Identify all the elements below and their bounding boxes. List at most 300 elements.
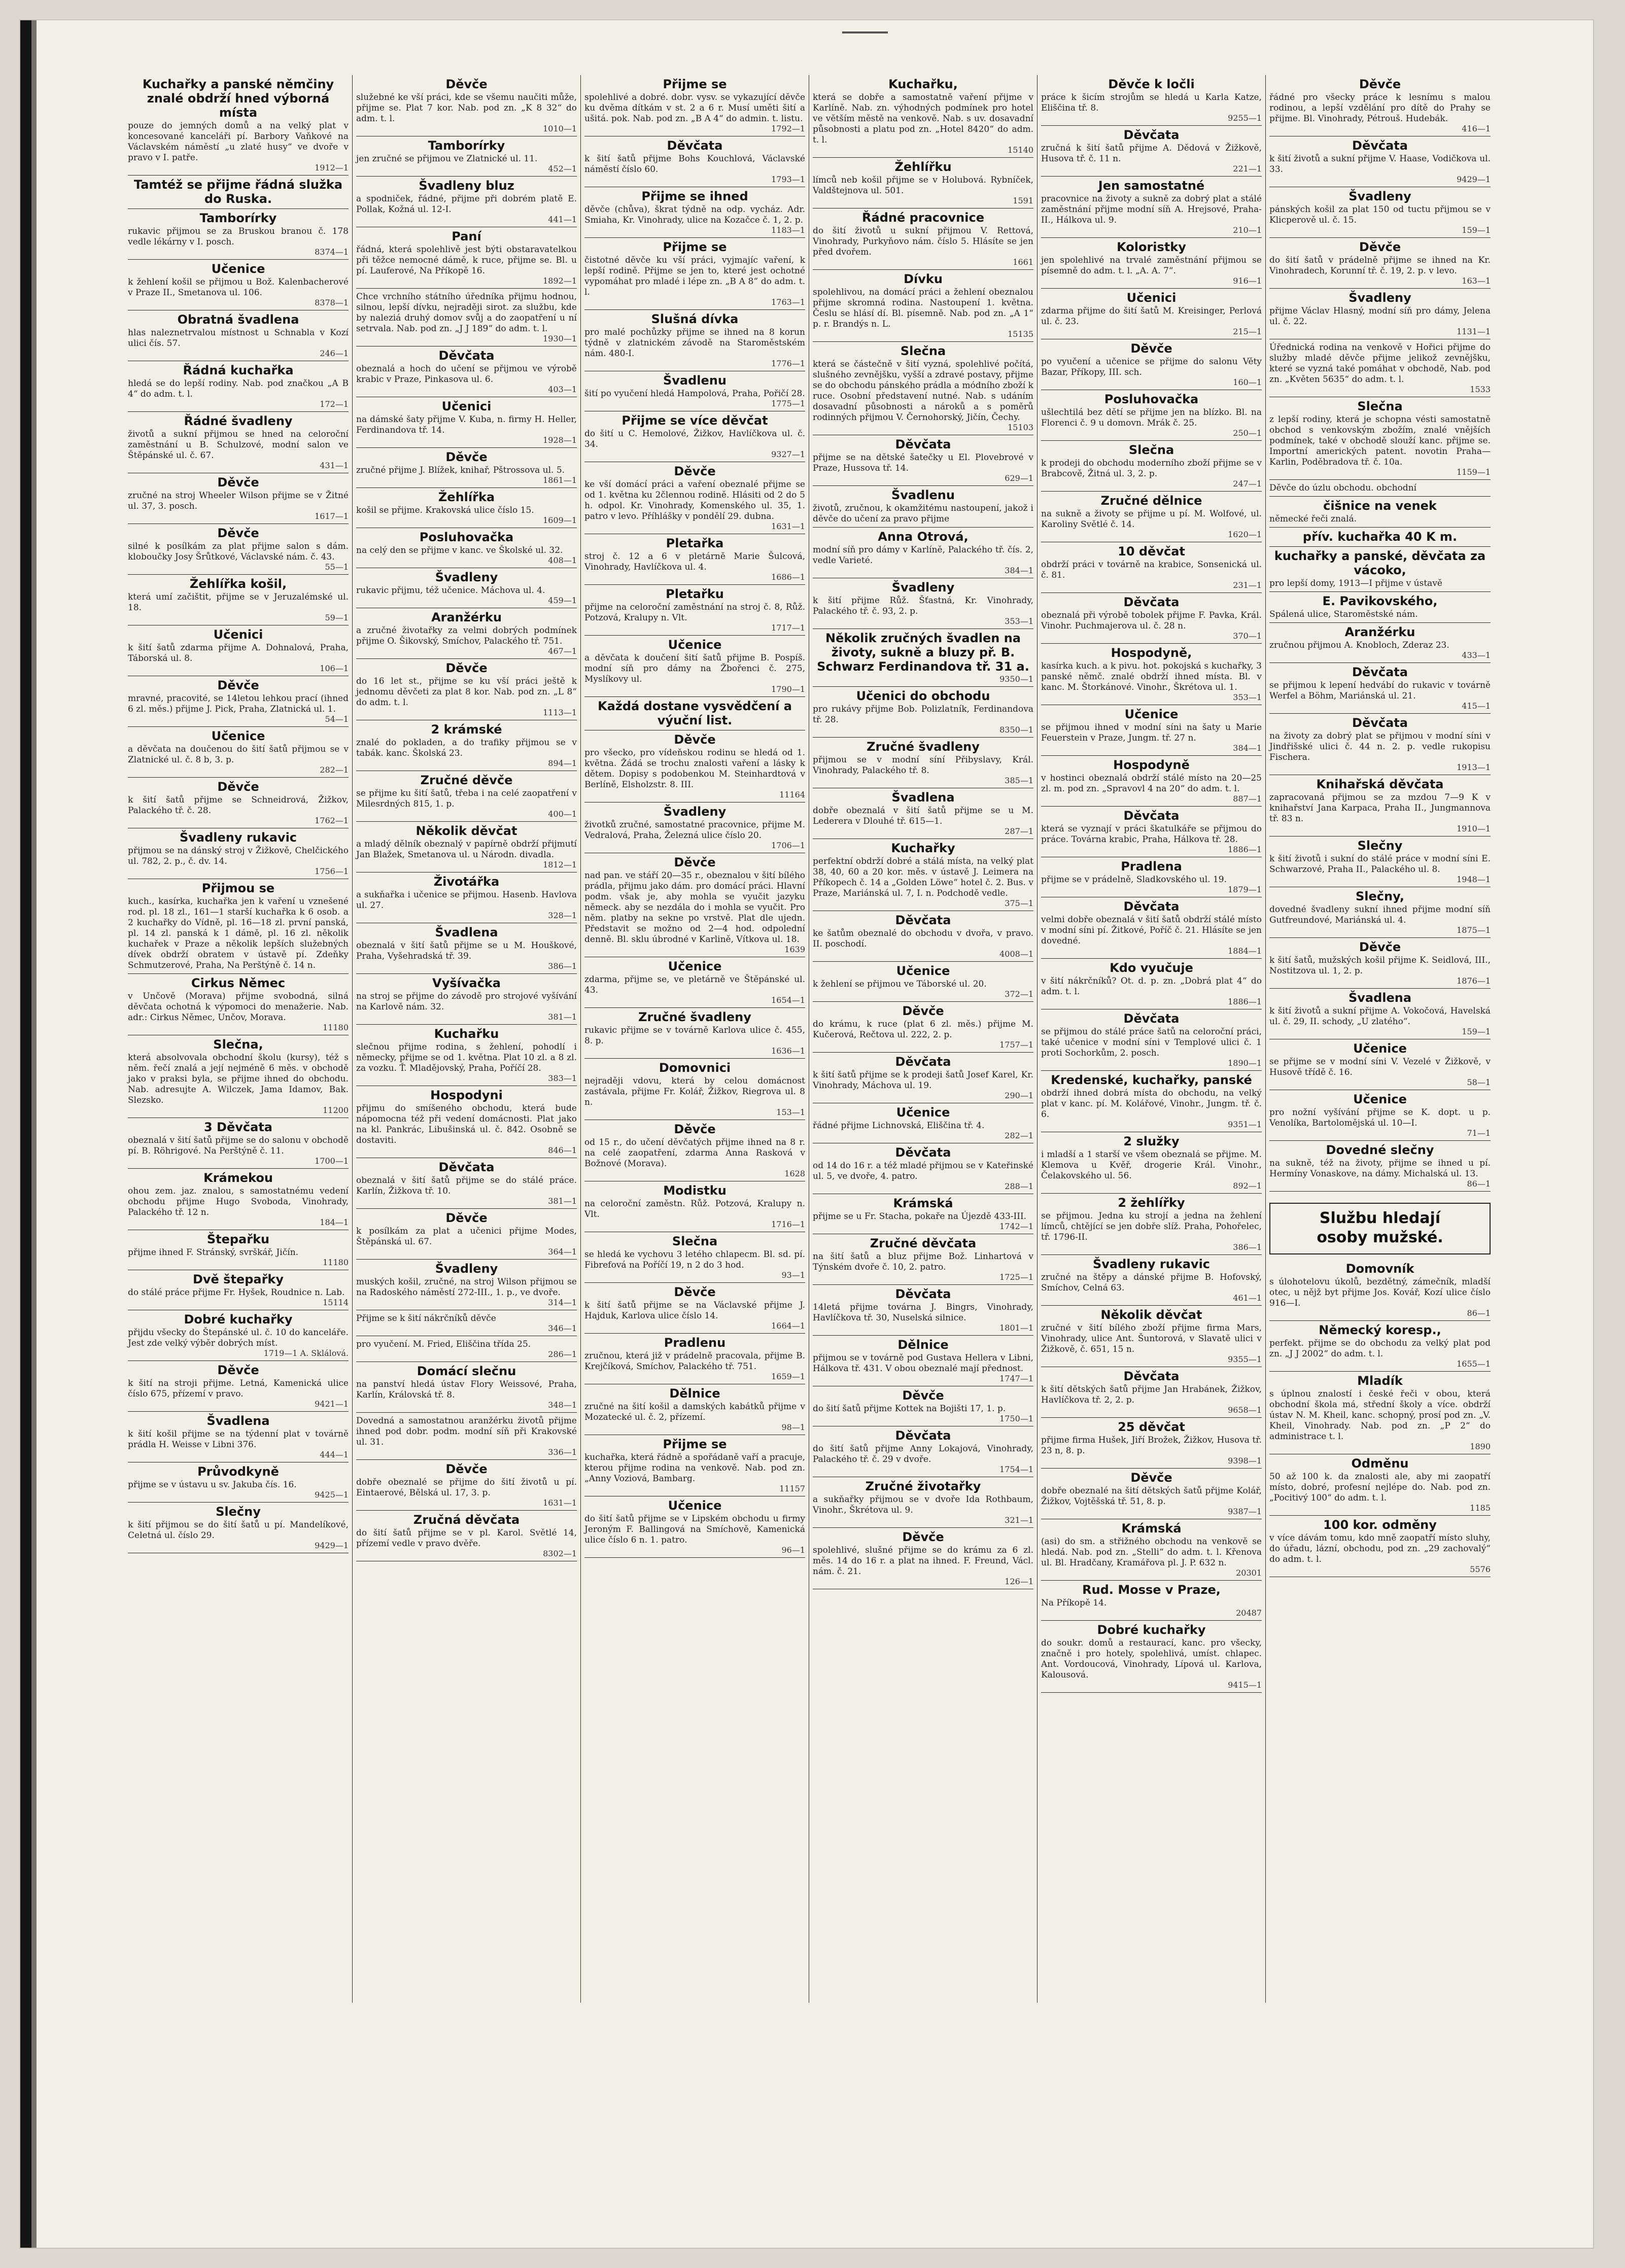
ad-body: i mladší a 1 starší ve všem obeznalá se přijme. M. Klemova u Kvěř, drogerie Král. Vinohr., Čelakovského ul. 56. — [1041, 1149, 1262, 1181]
ad-body: slečnou přijme rodina, s žehlení, pohodlí i německy, přijme se od 1. května. Plat 10 zl. a 8 zl. za vozku. Ť. Mladějovský, Praha, Poříčí 28. — [356, 1042, 577, 1073]
ad-text — [1041, 255, 1262, 286]
ad-code: 372—1 — [1005, 989, 1033, 999]
ad-heading: Učenice — [1353, 1092, 1407, 1106]
ad-text — [584, 479, 805, 531]
ad-text — [128, 592, 349, 622]
classified-ad — [1269, 775, 1491, 836]
ad-body: přijme ihned F. Stránský, svrškář, Jičín. — [128, 1247, 299, 1258]
ad-code: 1928—1 — [543, 435, 577, 445]
classified-ad — [1041, 959, 1262, 1009]
ad-body: jen zručné se přijmou ve Zlatnické ul. 11. — [356, 154, 538, 164]
classified-ad — [128, 209, 349, 260]
ad-body: obeznalá v šití šatů přijme se do stálé práce. Karlín, Žižkova tř. 10. — [356, 1175, 577, 1196]
ad-code: 1792—1 — [771, 124, 805, 133]
ad-body: k žehlení se přijmou ve Táborské ul. 20. — [813, 979, 987, 989]
ad-body: se přijmou k lepení hedvábí do rukavic v továrně Werfel a Böhm, Mariánská ul. 21. — [1269, 680, 1491, 701]
classified-ad — [1041, 1009, 1262, 1071]
ad-heading: Zručné děvče — [420, 773, 513, 787]
ad-text — [356, 991, 577, 1022]
ad-code: 452—1 — [548, 164, 577, 173]
ad-heading: Slečna, — [213, 1037, 263, 1052]
ad-heading: Učenice — [668, 638, 722, 652]
ad-text — [128, 991, 349, 1032]
ad-code: 11180 — [323, 1023, 349, 1032]
ad-heading: Žehlířku — [894, 160, 952, 174]
ad-heading: Řádné švadleny — [184, 414, 293, 428]
classified-ad — [128, 310, 349, 361]
ad-text — [128, 328, 349, 358]
ad-heading: Děvčata — [895, 1287, 951, 1301]
ad-text — [128, 795, 349, 825]
classified-ad — [813, 75, 1033, 158]
ad-text — [584, 327, 805, 368]
ad-body: zručné na štěpy a dánské přijme B. Hofovský, Smíchov, Celná 63. — [1041, 1272, 1262, 1293]
ad-text — [584, 1199, 805, 1229]
ad-text — [584, 1351, 805, 1381]
column-6 — [1266, 75, 1494, 2003]
ad-body: od 15 r., do učení děvčatých přijme ihned na 8 r. na celé zaopatření, zdarma Anna Rasková v Božnové (Morava). — [584, 1137, 805, 1169]
ad-text — [1269, 1158, 1491, 1189]
ad-text — [1041, 1537, 1262, 1578]
classified-ad — [813, 1234, 1033, 1285]
ad-text — [128, 226, 349, 257]
ad-heading: Děvčata — [1123, 128, 1180, 142]
classified-ad — [1269, 938, 1491, 989]
ad-text — [1041, 1323, 1262, 1364]
classified-ad — [1269, 1372, 1491, 1454]
ad-text — [584, 1402, 805, 1432]
binding-edge — [20, 20, 31, 2248]
ad-body: přijme na celoroční zaměstnání na stroj č. 8, Růž. Potzová, Kralupy n. Vlt. — [584, 602, 805, 623]
ad-text — [356, 738, 577, 768]
ad-heading: Řádná kuchařka — [183, 363, 294, 377]
ad-text — [1269, 1472, 1491, 1513]
ad-code: 172—1 — [320, 399, 349, 409]
ad-text — [1041, 357, 1262, 387]
ad-heading: Slečna — [900, 344, 946, 358]
ad-body: do 16 let st., přijme se ku vší práci ještě k jednomu děvčeti za plat 8 kor. Nab. pod zn. „L 8“ do adm. t. l. — [356, 676, 577, 708]
ad-heading: Švadleny bluz — [419, 179, 514, 193]
ad-text — [128, 541, 349, 572]
ad-heading: Učenici — [213, 627, 263, 642]
ad-code: 1719—1 A. Sklálová. — [263, 1348, 349, 1358]
classified-ad — [1269, 592, 1491, 623]
ad-body: spolehlivé a dobré. dobr. vysv. se vykazující děvče ku dvěma dítkám v st. 2 a 6 r. Musí uměti šití a ušitá. pok. Nab. pod zn. „B A 4“ do admin. t. listu. — [584, 92, 805, 124]
ad-code: 353—1 — [1005, 616, 1033, 626]
ad-code: 1930—1 — [543, 334, 577, 343]
ad-code: 1892—1 — [543, 276, 577, 286]
ad-text — [813, 596, 1033, 626]
section-heading-line: Službu hledají — [1319, 1209, 1441, 1227]
ad-heading: Švadlena — [435, 925, 498, 939]
ad-body: zručnou přijmou A. Knobloch, Zderaz 23. — [1269, 640, 1449, 650]
ad-code: 408—1 — [548, 555, 577, 565]
ad-text — [356, 292, 577, 343]
classified-ad — [128, 1118, 349, 1169]
ad-text — [813, 704, 1033, 735]
classified-ad — [813, 629, 1033, 687]
ad-body: se přijme se v modní síni V. Vezelé v Žižkově, v Husově třídě č. 16. — [1269, 1057, 1491, 1077]
ad-text — [1269, 904, 1491, 935]
ad-text — [1041, 1435, 1262, 1466]
ad-body: spolehlivé, slušné přijme se do krámu za 6 zl. měs. 14 do 16 r. a plat na ihned. F. Freund, Václ. nám. č. 21. — [813, 1545, 1033, 1577]
classified-ad — [1041, 1469, 1262, 1519]
ad-body: do soukr. domů a restaurací, kanc. pro všecky, značně i pro hotely, spolehlivá, umíst. chlapec. Ant. Vordoucová, Vinohrady, Lípová ul. Karlova, Kalousová. — [1041, 1638, 1262, 1680]
ad-code: 159—1 — [1462, 1027, 1491, 1036]
ad-text — [356, 890, 577, 920]
ad-code: 384—1 — [1005, 566, 1033, 575]
classified-ad — [1269, 989, 1491, 1039]
ad-code: 1686—1 — [771, 572, 805, 582]
ad-body: do šití u C. Hemolové, Žižkov, Havlíčkova ul. č. 34. — [584, 429, 805, 449]
ad-code: 375—1 — [1005, 898, 1033, 908]
ad-code: 1185 — [1470, 1503, 1491, 1513]
ad-body: muských košil, zručné, na stroj Wilson přijmou se na Radoského náměstí 272-III., 1. p., ve dvoře. — [356, 1277, 577, 1298]
ad-heading: Učenice — [668, 959, 722, 973]
ad-body: zručné přijme J. Blížek, knihař, Pštrossova ul. 5. — [356, 465, 565, 475]
classified-ad — [128, 676, 349, 727]
ad-text — [356, 676, 577, 717]
ad-text — [1269, 514, 1491, 525]
ad-heading: Učenice — [211, 262, 265, 276]
classified-ad — [813, 1053, 1033, 1103]
ad-body: ke vší domácí práci a vaření obeznalé přijme se od 1. května ku 2člennou rodině. Hlásiti od 2 do 5 h. odpol. Kr. Vinohrady, Komenského ul. 35, 1. patro v levo. Příhlášky v pondělí 29. dubna. — [584, 479, 805, 521]
ad-text — [584, 748, 805, 799]
ad-heading: Švadleny — [435, 1262, 498, 1276]
ad-body: do šití šatů přijme se v Lipském obchodu u firmy Jeroným F. Ballingová na Smíchově, Kamenická ulice číslo 6 n. 1. patro. — [584, 1514, 805, 1545]
ad-text — [813, 503, 1033, 525]
ad-heading: Švadlenu — [891, 488, 955, 502]
classified-columns — [124, 75, 1494, 2003]
classified-ad — [128, 260, 349, 310]
ad-heading: Hospodyně, — [1111, 646, 1192, 660]
section-heading-line: osoby mužské. — [1317, 1229, 1443, 1246]
column-1 — [124, 75, 353, 2003]
classified-ad — [356, 1158, 577, 1209]
classified-ad — [356, 448, 577, 488]
ad-body: pracovnice na životy a sukně za dobrý plat a stálé zaměstnání přijme modní síň A. Hrejsové, Praha-II., Hálkova ul. 9. — [1041, 194, 1262, 225]
classified-ad — [584, 1181, 805, 1232]
ad-body: jen spolehlivé na trvalé zaměstnání přijmou se písemně do adm. t. l. „A. A. 7“. — [1041, 255, 1262, 276]
classified-ad — [1041, 542, 1262, 593]
classified-ad — [1041, 593, 1262, 644]
classified-ad — [1041, 1581, 1262, 1621]
ad-heading: Učenici — [1126, 291, 1177, 305]
ad-body: čistotné děvče ku vší práci, vyjmajíc vaření, k lepší rodině. Přijme se jen to, které jest ochotné vypomáhat pro mladé i lépe zn. „B A 8“ do adm. t. l. — [584, 255, 805, 297]
ad-code: 1886—1 — [1228, 845, 1262, 854]
ad-code: 846—1 — [548, 1145, 577, 1155]
ad-code: 383—1 — [548, 1073, 577, 1083]
ad-code: 384—1 — [1233, 743, 1262, 753]
ad-body: ohou zem. jaz. znalou, s samostatnému vedení obchodu přijme Hugo Svoboda, Vinohrady, Palackého tř. 12 n. — [128, 1186, 349, 1217]
ad-body: dobře obeznalé se přijme do šití životů u pí. Eintaerové, Bělská ul. 17, 3. p. — [356, 1477, 577, 1498]
ad-code: 1886—1 — [1228, 997, 1262, 1006]
ad-text — [813, 1494, 1033, 1525]
ad-heading: Aranžérku — [1344, 625, 1415, 639]
ad-heading: Zručné děvčata — [870, 1236, 977, 1250]
ad-text — [813, 1444, 1033, 1474]
classified-ad — [813, 1426, 1033, 1477]
ad-code: 1775—1 — [771, 399, 805, 408]
ad-heading: Přijmou se — [201, 881, 275, 895]
ad-text — [584, 602, 805, 633]
ad-code: 246—1 — [320, 348, 349, 358]
ad-body: hlas naleznetrvalou místnost u Schnabla v Kozí ulici čís. 57. — [128, 328, 349, 348]
ad-text — [356, 839, 577, 869]
ad-heading: Slečna — [1128, 443, 1174, 457]
ad-text — [1041, 1027, 1262, 1068]
ad-body: přijme firma Hušek, Jiří Brožek, Žižkov, Husova tř. 23 n, 8. p. — [1041, 1435, 1262, 1456]
ad-text — [128, 491, 349, 521]
ad-body: k šití přijme Růž. Šťastná, Kr. Vinohrady, Palackého tř. č. 93, 2. p. — [813, 596, 1033, 616]
ad-code: 98—1 — [781, 1422, 805, 1432]
classified-ad — [128, 524, 349, 575]
classified-ad — [584, 1120, 805, 1181]
classified-ad — [128, 1310, 349, 1361]
ad-text — [356, 788, 577, 819]
classified-ad — [1269, 1454, 1491, 1516]
ad-text — [1041, 915, 1262, 956]
ad-code: 9350—1 — [999, 674, 1033, 684]
ad-heading: Jen samostatné — [1098, 179, 1205, 193]
classified-ad — [813, 1194, 1033, 1234]
ad-heading: Tamborírky — [428, 138, 505, 153]
ad-body: do krámu, k ruce (plat 6 zl. měs.) přijme M. Kučerová, Rečtova ul. 222, 2. p. — [813, 1019, 1033, 1040]
classified-ad — [813, 578, 1033, 629]
ad-body: a zručné životařky za velmi dobrých podmínek přijme O. Šikovský, Smíchov, Palackého tř. 751. — [356, 625, 577, 646]
ad-heading: Děvče — [217, 1363, 259, 1377]
classified-ad — [1269, 75, 1491, 136]
ad-code: 1010—1 — [543, 124, 577, 133]
ad-code: 86—1 — [1467, 1179, 1491, 1189]
ad-heading: Přijme se — [663, 1437, 727, 1451]
ad-heading: Mladík — [1357, 1374, 1403, 1388]
ad-text — [1041, 560, 1262, 590]
ad-heading: Modistku — [663, 1183, 727, 1198]
ad-body: zručné na šití košil a damských kabátků přijme v Mozatecké ul. č. 2, přízemí. — [584, 1402, 805, 1422]
classified-ad — [356, 1362, 577, 1413]
ad-code: 1763—1 — [771, 297, 805, 307]
ad-text — [584, 92, 805, 133]
ad-heading: Každá dostane vysvědčení a výuční list. — [598, 699, 792, 727]
ad-code: 282—1 — [320, 765, 349, 775]
ad-body: přijme se na dětské šatečky u El. Plovebrové v Praze, Hussova tř. 14. — [813, 452, 1033, 473]
ad-body: kuch., kasírka, kuchařka jen k vaření u vznešené rod. pl. 18 zl., 161—1 starší kuchařka k 6 osob. a 2 kuchařky do Vídně, pl. 16—18 zl. první panská, pl. 14 zl. panská k 1 dámě, pl. 16 zl. několik kuchařek v Praze a několik lepších služebných dívek obdrží obratem v ústavě pí. Zdeňky Schmutzerové, Praha, Na Perštýně č. 14 n. — [128, 896, 349, 970]
ad-code: 55—1 — [325, 562, 349, 572]
ad-code: 1890—1 — [1228, 1058, 1262, 1068]
column-2 — [353, 75, 581, 2003]
ad-text — [356, 940, 577, 971]
ad-heading: Hospodyni — [430, 1088, 503, 1102]
ad-code: 1757—1 — [999, 1040, 1033, 1050]
ad-text — [356, 1042, 577, 1083]
ad-heading: Přijme se — [663, 240, 727, 254]
ad-code: 461—1 — [1233, 1293, 1262, 1303]
ad-heading: Děvčata — [1352, 665, 1408, 679]
ad-text — [356, 1175, 577, 1206]
classified-ad — [356, 289, 577, 346]
ad-code: 11200 — [323, 1105, 349, 1115]
classified-ad — [128, 1230, 349, 1270]
ad-text — [356, 1477, 577, 1508]
ad-heading: Děvče — [1359, 940, 1401, 954]
ad-text — [584, 551, 805, 582]
classified-ad — [584, 636, 805, 697]
ad-text — [813, 226, 1033, 267]
ad-text — [584, 1452, 805, 1493]
classified-ad — [356, 1413, 577, 1460]
classified-ad — [356, 1511, 577, 1561]
ad-heading: Aranžérku — [431, 610, 502, 624]
ad-body: pro vyučení. M. Fried, Eliščina třída 25. — [356, 1339, 531, 1349]
ad-body: a spodniček, řádné, přijme při dobrém platě E. Pollak, Kožná ul. 12-I. — [356, 194, 577, 215]
ad-text — [584, 1514, 805, 1555]
ad-text — [813, 359, 1033, 432]
ad-heading: kuchařky a panské, děvčata za vácoko, — [1274, 549, 1486, 577]
ad-text — [813, 1545, 1033, 1586]
ad-heading: Děvče k ločli — [1108, 77, 1195, 91]
ad-heading: Švadleny — [663, 805, 727, 819]
ad-body: obdrží ihned dobrá místa do obchodu, na velký plat v kanc. pí. M. Kolářové, Vinohr., Jungm. tř. č. 6. — [1041, 1088, 1262, 1120]
ad-body: a sukňařka i učenice se přijmou. Hasenb. Havlova ul. 27. — [356, 890, 577, 911]
classified-ad — [128, 575, 349, 625]
ad-heading: Zručné dělnice — [1100, 494, 1202, 508]
classified-ad — [1269, 1039, 1491, 1090]
ad-heading: Průvodkyně — [197, 1464, 279, 1479]
classified-ad — [1269, 238, 1491, 289]
ad-heading: Děvče — [1130, 341, 1172, 356]
ad-body: s úplnou znalostí i české řeči v obou, která obchodní škola má, střední školy a více. obdrží ústav N. M. Kheil, kanc. schopný, prosí pod zn. „V. Kheil, Vinohrady. Nab. pod zn. „P 2“ do administrace t. l. — [1269, 1389, 1491, 1442]
ad-text — [1269, 955, 1491, 986]
classified-ad — [356, 873, 577, 923]
classified-ad — [813, 1103, 1033, 1143]
ad-heading: Přijme se více děvčat — [621, 413, 768, 428]
ad-text — [584, 255, 805, 307]
ad-text — [813, 1251, 1033, 1282]
ad-text — [1041, 143, 1262, 173]
ad-code: 71—1 — [1467, 1128, 1491, 1138]
ad-heading: Zručné švadleny — [867, 740, 980, 754]
ad-code: 416—1 — [1462, 124, 1491, 133]
ad-text — [1269, 680, 1491, 711]
ad-heading: Žehlířka — [438, 490, 495, 504]
ad-text — [1269, 1006, 1491, 1036]
classified-ad — [584, 730, 805, 802]
ad-body: stroj č. 12 a 6 v pletárně Marie Šulcová, Vinohrady, Havlíčkova ul. 4. — [584, 551, 805, 572]
ad-code: 282—1 — [1005, 1131, 1033, 1140]
ad-text — [813, 755, 1033, 785]
ad-text — [813, 1211, 1033, 1231]
ad-body: se přijmou do stálé práce šatů na celoroční práci, také učenice v modní síni v Templové ulici č. 1 proti Sochorkům, 2. posch. — [1041, 1027, 1262, 1058]
ad-heading: přív. kuchařka 40 K m. — [1302, 530, 1458, 544]
ad-heading: Děvčata — [895, 913, 951, 927]
ad-code: 1754—1 — [999, 1464, 1033, 1474]
classified-ad — [356, 397, 577, 448]
ad-code: 210—1 — [1233, 225, 1262, 235]
ad-text — [1269, 414, 1491, 477]
ad-body: se hledá ke vychovu 3 letého chlapecm. Bl. sd. pí. Fibrefová na Poříčí 19, n 2 do 3 hod. — [584, 1249, 805, 1270]
ad-code: 8302—1 — [543, 1549, 577, 1558]
ad-text — [356, 1416, 577, 1457]
ad-code: 1742—1 — [999, 1222, 1033, 1231]
ad-text — [813, 1404, 1033, 1423]
ad-code: 8350—1 — [999, 725, 1033, 735]
ad-code: 1659—1 — [771, 1372, 805, 1381]
ad-code: 1159—1 — [1457, 467, 1491, 477]
ad-text — [1041, 875, 1262, 894]
ad-heading: Děvče — [445, 1462, 488, 1476]
ad-code: 1910—1 — [1457, 824, 1491, 833]
ad-body: zručná k šití šatů přijme A. Dědová v Žižkově, Husova tř. č. 11 n. — [1041, 143, 1262, 164]
classified-ad — [128, 879, 349, 974]
ad-heading: Knihařská děvčata — [1316, 777, 1444, 791]
ad-body: k šití na stroji přijme. Letná, Kamenická ulice číslo 675, přízemí v pravo. — [128, 1378, 349, 1399]
ad-body: Úřednická rodina na venkově v Hořici přijme do služby mladé děvče přijme jelikož zevnějšku, které se vyzná také pomáhat v obchodě, Nab. pod zn. „Květen 5635“ do adm. t. l. — [1269, 342, 1491, 385]
ad-code: 1183—1 — [771, 225, 805, 235]
ad-code: 441—1 — [548, 215, 577, 224]
ad-code: 288—1 — [1005, 1181, 1033, 1191]
ad-heading: Slečna — [672, 1234, 718, 1248]
ad-body: k šití šatů přijme se na Václavské přijme J. Hajduk, Karlova ulice číslo 14. — [584, 1300, 805, 1321]
ad-body: na celoroční zaměstn. Růž. Potzová, Kralupy n. Vlt. — [584, 1199, 805, 1219]
ad-heading: čišnice na venek — [1323, 499, 1437, 513]
ad-body: ušlechtilá bez dětí se přijme jen na blízko. Bl. na Florenci č. 9 u domovn. Mrák č. 25. — [1041, 407, 1262, 428]
ad-heading: Slečny — [216, 1505, 261, 1519]
ad-heading: Kuchařky — [891, 841, 955, 855]
ad-code: 403—1 — [548, 385, 577, 394]
ad-code: 1591 — [1013, 196, 1033, 205]
classified-ad — [813, 435, 1033, 486]
ad-body: 50 až 100 k. da znalosti ale, aby mi zaopatří místo, dobré, profesní nejlépe do. Nab. pod zn. „Pocitivý 100“ do adm. t. l. — [1269, 1472, 1491, 1503]
ad-text — [1041, 722, 1262, 753]
ad-text — [813, 175, 1033, 205]
ad-body: ke šatům obeznalé do obchodu v dvořa, v pravo. II. poschodí. — [813, 928, 1033, 949]
ad-heading: Děvče — [902, 1530, 944, 1544]
ad-text — [356, 1528, 577, 1558]
ad-code: 9421—1 — [315, 1399, 349, 1409]
ad-code: 1664—1 — [771, 1321, 805, 1331]
ad-code: 9415—1 — [1228, 1680, 1262, 1690]
ad-heading: E. Pavikovského, — [1322, 594, 1438, 608]
ad-code: 126—1 — [1005, 1577, 1033, 1586]
classified-ad — [1041, 1132, 1262, 1194]
ad-body: do šití šatů přijme Kottek na Bojišti 17, 1. p. — [813, 1404, 1006, 1414]
ad-text — [356, 1277, 577, 1307]
ad-code: 221—1 — [1233, 164, 1262, 173]
ad-code: 11157 — [779, 1484, 805, 1493]
classified-ad — [1269, 1090, 1491, 1141]
classified-ad — [584, 585, 805, 636]
ad-text — [128, 1135, 349, 1166]
ad-heading: Řádné pracovnice — [862, 211, 984, 225]
ad-heading: Pradlenu — [664, 1336, 726, 1350]
ad-heading: Učenice — [1124, 707, 1179, 721]
ad-code: 1912—1 — [315, 163, 349, 172]
ad-code: 1631—1 — [771, 521, 805, 531]
ad-body: rukavic přijmou se za Bruskou branou č. 178 vedle lékárny v I. posch. — [128, 226, 349, 247]
classified-ad — [813, 839, 1033, 911]
ad-code: 9398—1 — [1228, 1456, 1262, 1466]
ad-text — [813, 979, 1033, 999]
ad-body: perfekt. přijme se do obchodu za velký plat pod zn. „J J 2002“ do adm. t. l. — [1269, 1338, 1491, 1359]
ad-text — [356, 1313, 577, 1333]
ad-body: zručné v šití bílého zboží přijme firma Mars, Vinohrady, ulice Ant. Šuntorová, v Slavatě ulici v Žižkově, č. 651, 15 n. — [1041, 1323, 1262, 1354]
ad-heading: Děvčata — [895, 437, 951, 451]
ad-code: 1801—1 — [999, 1323, 1033, 1333]
ad-heading: Učenice — [211, 729, 265, 743]
ad-code: 348—1 — [548, 1400, 577, 1410]
ad-heading: Přijme se ihned — [641, 189, 748, 203]
